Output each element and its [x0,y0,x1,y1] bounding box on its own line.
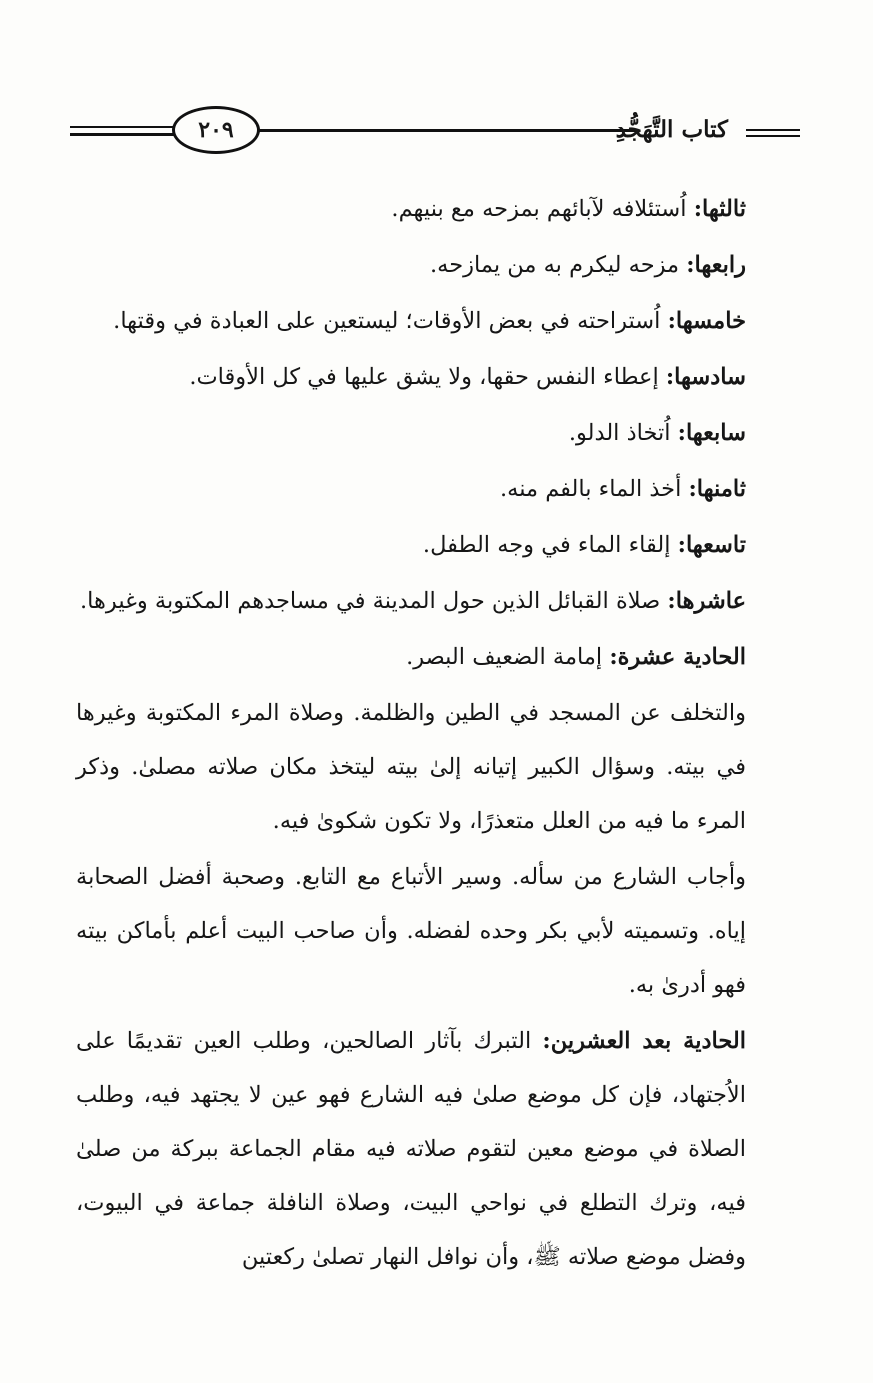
header-rule-middle [258,129,638,132]
item-label: تاسعها: [677,532,746,558]
item-text: أخذ الماء بالفم منه. [499,476,689,502]
book-title: كتاب التَّهَجُّدِ [615,116,728,143]
item-text: وأجاب الشارع من سأله. وسير الأتباع مع التابع. وصحبة أفضل الصحابة إياه. وتسميته لأبي بكر وحده لفضله. وأن صاحب البيت أعلم بأماكن بيته فهو أدرىٰ به. [76,864,746,998]
paragraph [76,850,790,1012]
item-text: إلقاء الماء في وجه الطفل. [422,532,678,558]
item-label: ثالثها: [693,196,746,222]
paragraph [76,350,790,404]
paragraph [76,238,790,292]
item-text: اُستراحته في بعض الأوقات؛ ليستعين على العبادة في وقتها. [113,308,668,334]
item-label: ثامنها: [688,476,746,502]
paragraph [76,294,790,348]
item-text: مزحه ليكرم به من يمازحه. [430,252,687,278]
paragraph [76,574,790,628]
item-text: التبرك بآثار الصالحين، وطلب العين تقديمًا على الاُجتهاد، فإن كل موضع صلىٰ فيه الشارع فهو عين لا يجتهد فيه، وطلب الصلاة في موضع معين لتقوم صلاته فيه مقام الجماعة ببركة من صلىٰ فيه، وترك التطلع في نواحي البيت، وصلاة النافلة جماعة في البيوت، وفضل موضع صلاته ﷺ، وأن نوافل النهار تصلىٰ ركعتين [76,1028,746,1270]
item-label: سابعها: [677,420,746,446]
page-number: ٢٠٩ [172,106,260,154]
item-label: عاشرها: [667,588,746,614]
paragraph [76,462,790,516]
item-text: إمامة الضعيف البصر. [406,644,610,670]
paragraph [76,182,790,236]
header-rule-left-top [70,126,174,128]
item-text: اُتخاذ الدلو. [568,420,678,446]
paragraph [76,630,790,684]
item-label: خامسها: [667,308,746,334]
paragraph [76,406,790,460]
item-label: الحادية عشرة: [609,644,746,670]
paragraph [76,686,790,848]
item-text: والتخلف عن المسجد في الطين والظلمة. وصلاة المرء المكتوبة وغيرها في بيته. وسؤال الكبير إتيانه إلىٰ بيته ليتخذ مكان صلاته مصلىٰ. وذكر المرء ما فيه من العلل متعذرًا، ولا تكون شكوىٰ فيه. [76,700,746,834]
header-rule-right-bottom [746,135,800,137]
item-label: سادسها: [665,364,746,390]
header-rule-left-bottom [70,133,174,136]
item-text: صلاة القبائل الذين حول المدينة في مساجدهم المكتوبة وغيرها. [80,588,668,614]
body-text [76,182,790,1286]
page-header [70,104,800,158]
paragraph [76,1014,790,1284]
item-label: الحادية بعد العشرين: [542,1028,746,1054]
paragraph [76,518,790,572]
item-label: رابعها: [686,252,746,278]
item-text: إعطاء النفس حقها، ولا يشق عليها في كل الأوقات. [189,364,666,390]
item-text: اُستئلافه لآبائهم بمزحه مع بنيهم. [391,196,694,222]
header-rule-right-top [746,129,800,131]
